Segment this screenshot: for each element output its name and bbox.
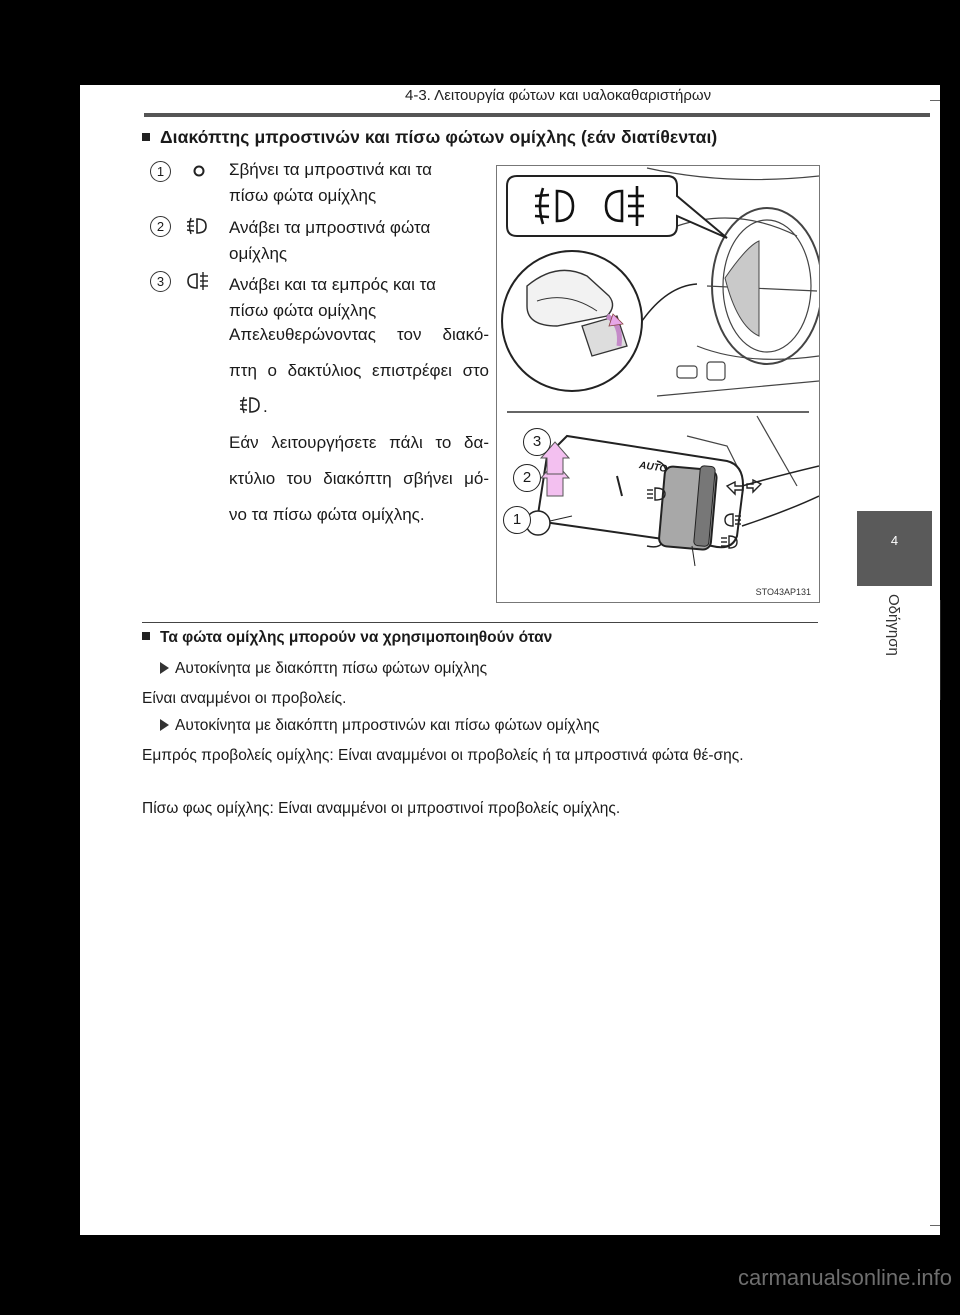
- item-3-line2: πίσω φώτα ομίχλης: [229, 301, 377, 320]
- section-title-text: Διακόπτης μπροστινών και πίσω φώτων ομίχλης (εάν διατίθενται): [160, 127, 718, 147]
- callout-3: 3: [523, 428, 551, 456]
- note-line-1: Απελευθερώνοντας τον διακό-: [229, 325, 489, 344]
- item-1-line2: πίσω φώτα ομίχλης: [229, 186, 377, 205]
- off-circle-icon: [191, 163, 207, 179]
- text-rear-fog-condition: Πίσω φως ομίχλης: Είναι αναμμένοι οι μπροστινοί προβολείς ομίχλης.: [142, 800, 621, 817]
- triangle-bullet-icon: [160, 662, 169, 674]
- item-1-line1: Σβήνει τα μπροστινά και τα: [229, 160, 432, 179]
- section2-title: [142, 629, 552, 647]
- crop-mark: [930, 1225, 940, 1226]
- bullet-front-rear-fog-text: Αυτοκίνητα με διακόπτη μπροστινών και πίσω φώτων ομίχλης: [175, 717, 600, 734]
- illustration-drawing: [497, 166, 819, 602]
- release-note: [229, 317, 489, 533]
- bullet-square-icon: [142, 133, 150, 141]
- item-2-text: [229, 215, 430, 267]
- chapter-tab: 4: [857, 511, 932, 586]
- text-headlights-on: Είναι αναμμένοι οι προβολείς.: [142, 690, 347, 707]
- item-3-line1: Ανάβει και τα εμπρός και τα: [229, 275, 436, 294]
- text-front-fog-condition: Εμπρός προβολείς ομίχλης: Είναι αναμμένοι οι προβολείς ή τα μπροστινά φώτα θέ-σης.: [142, 747, 744, 764]
- watermark: carmanualsonline.info: [737, 1265, 952, 1290]
- triangle-bullet-icon: [160, 719, 169, 731]
- chapter-header: 4-3. Λειτουργία φώτων και υαλοκαθαριστήρων: [405, 87, 712, 104]
- callout-2: 2: [513, 464, 541, 492]
- note-line-3: [229, 389, 489, 425]
- rear-fog-light-icon: [184, 271, 210, 291]
- item-2-line2: ομίχλης: [229, 244, 288, 263]
- note-line-2: πτη ο δακτύλιος επιστρέφει στο: [229, 361, 489, 380]
- note-period: .: [263, 397, 268, 416]
- figure-code: STO43AP131: [755, 587, 811, 597]
- bullet-rear-fog-text: Αυτοκίνητα με διακόπτη πίσω φώτων ομίχλης: [175, 660, 488, 677]
- note-line-6: νο τα πίσω φώτα ομίχλης.: [229, 505, 425, 524]
- bullet-rear-fog: [160, 660, 487, 678]
- section2-title-text: Τα φώτα ομίχλης μπορούν να χρησιμοποιηθούν όταν: [160, 629, 553, 646]
- front-fog-light-icon: [237, 395, 263, 415]
- manual-page: [80, 85, 940, 1235]
- section-divider: [142, 622, 818, 623]
- bullet-front-rear-fog: [160, 717, 599, 735]
- note-line-5: κτύλιο του διακόπτη σβήνει μό-: [229, 469, 489, 488]
- chapter-side-label: [878, 590, 906, 680]
- callout-1: 1: [503, 506, 531, 534]
- crop-mark: [940, 600, 941, 700]
- item-number-1: 1: [150, 161, 171, 182]
- bullet-square-icon: [142, 632, 150, 640]
- crop-mark: [930, 100, 940, 101]
- header-rule: [144, 113, 930, 117]
- item-number-3: 3: [150, 271, 171, 292]
- note-line-4: Εάν λειτουργήσετε πάλι το δα-: [229, 433, 489, 452]
- section-title: [142, 127, 717, 148]
- item-2-line1: Ανάβει τα μπροστινά φώτα: [229, 218, 431, 237]
- chapter-side-text: Οδήγηση: [885, 594, 902, 656]
- front-fog-light-icon: [184, 216, 210, 236]
- fog-switch-illustration: [496, 165, 820, 603]
- item-1-text: [229, 157, 432, 209]
- item-number-2: 2: [150, 216, 171, 237]
- stalk-auto-label: AUTO: [638, 460, 668, 475]
